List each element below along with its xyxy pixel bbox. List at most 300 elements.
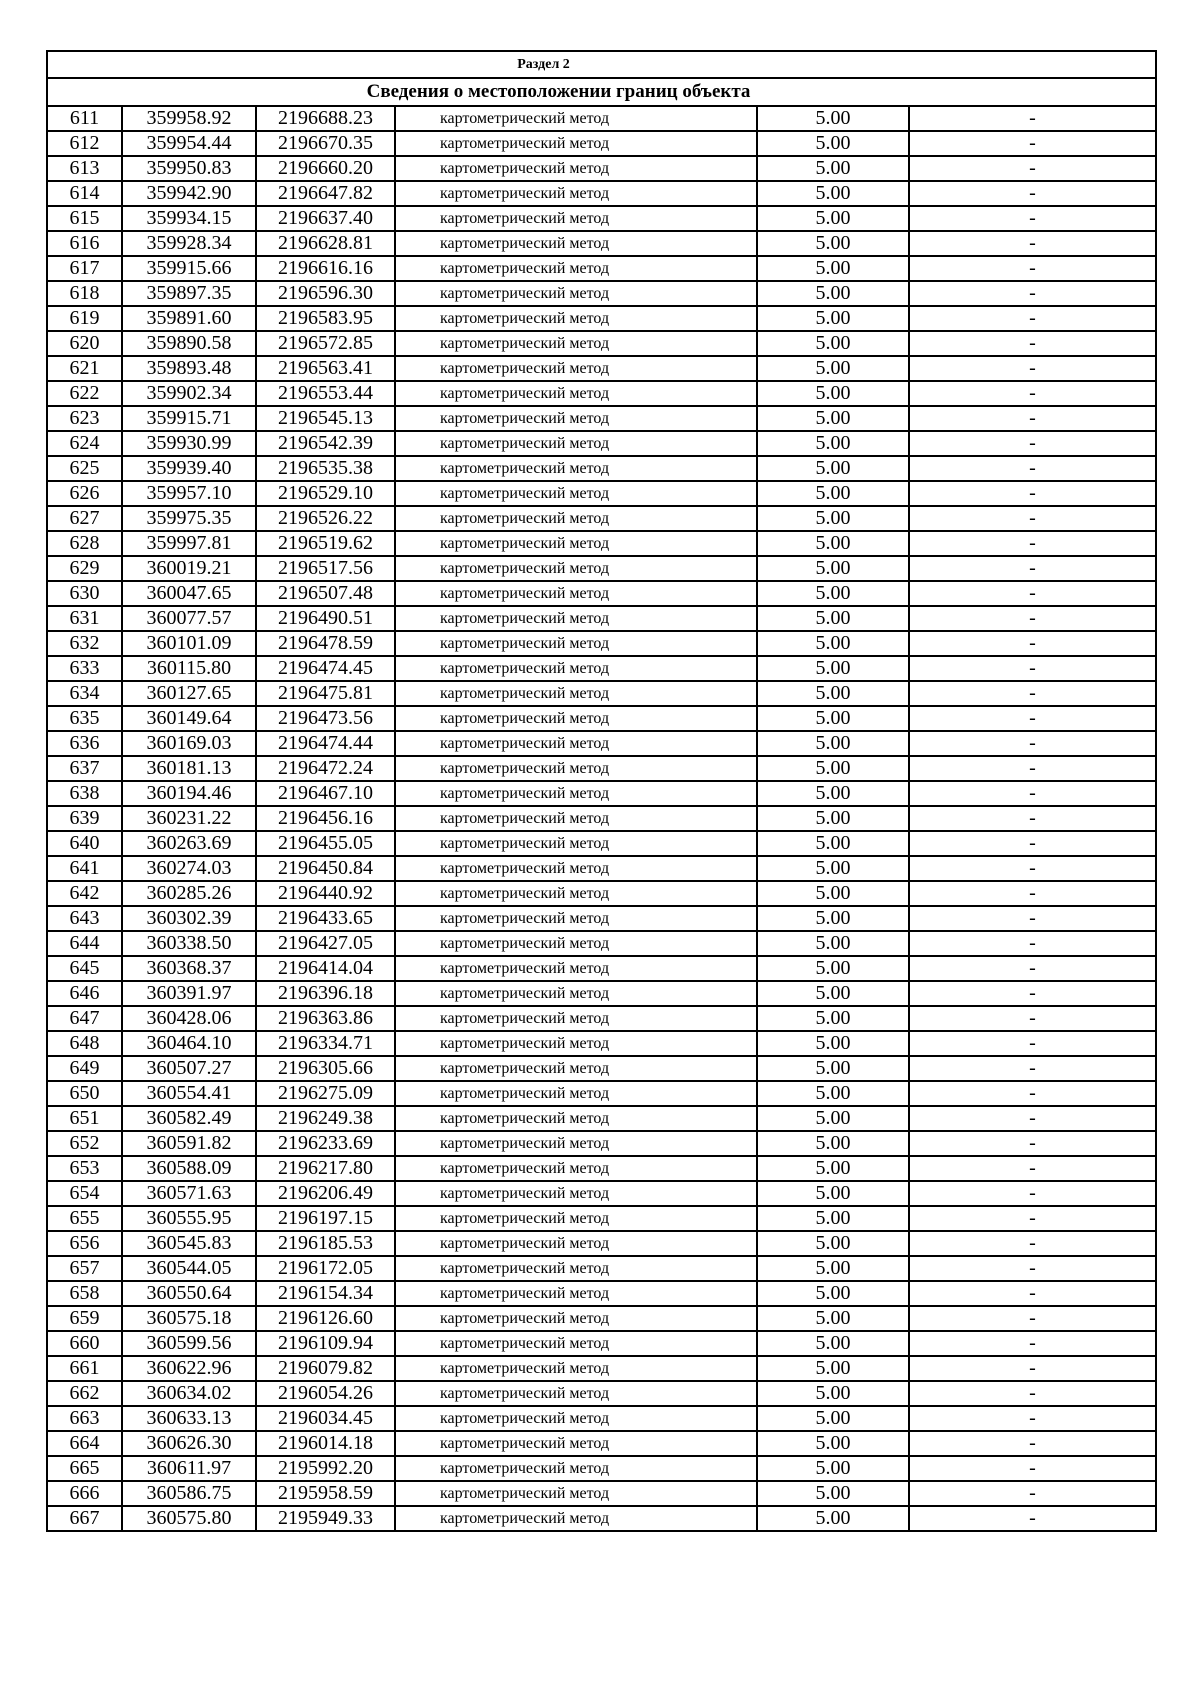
accuracy-cell: 5.00 [757, 1031, 909, 1056]
y-coordinate-cell: 2196507.48 [256, 581, 395, 606]
description-cell: - [909, 806, 1156, 831]
table-row [47, 481, 1156, 506]
method-cell: картометрический метод [395, 606, 757, 631]
accuracy-cell: 5.00 [757, 206, 909, 231]
x-coordinate-cell: 360169.03 [122, 731, 256, 756]
description-cell: - [909, 456, 1156, 481]
y-coordinate-cell: 2196647.82 [256, 181, 395, 206]
description-cell: - [909, 1456, 1156, 1481]
table-row [47, 781, 1156, 806]
accuracy-cell: 5.00 [757, 631, 909, 656]
x-coordinate-cell: 359897.35 [122, 281, 256, 306]
table-row [47, 181, 1156, 206]
x-coordinate-cell: 360115.80 [122, 656, 256, 681]
y-coordinate-cell: 2196334.71 [256, 1031, 395, 1056]
point-number-cell: 657 [47, 1256, 122, 1281]
x-coordinate-cell: 360101.09 [122, 631, 256, 656]
x-coordinate-cell: 359958.92 [122, 106, 256, 131]
method-cell: картометрический метод [395, 381, 757, 406]
x-coordinate-cell: 360633.13 [122, 1406, 256, 1431]
section-cell [47, 51, 1156, 78]
description-cell: - [909, 881, 1156, 906]
point-number-cell: 625 [47, 456, 122, 481]
method-cell: картометрический метод [395, 1031, 757, 1056]
table-row [47, 731, 1156, 756]
table-row [47, 606, 1156, 631]
title-row [47, 78, 1156, 106]
accuracy-cell: 5.00 [757, 1331, 909, 1356]
description-cell: - [909, 331, 1156, 356]
method-cell: картометрический метод [395, 556, 757, 581]
description-cell: - [909, 1056, 1156, 1081]
description-cell: - [909, 231, 1156, 256]
x-coordinate-cell: 360127.65 [122, 681, 256, 706]
point-number-cell: 661 [47, 1356, 122, 1381]
accuracy-cell: 5.00 [757, 106, 909, 131]
x-coordinate-cell: 359890.58 [122, 331, 256, 356]
method-cell: картометрический метод [395, 706, 757, 731]
table-row [47, 156, 1156, 181]
accuracy-cell: 5.00 [757, 1481, 909, 1506]
method-cell: картометрический метод [395, 1081, 757, 1106]
x-coordinate-cell: 360588.09 [122, 1156, 256, 1181]
table-row [47, 1006, 1156, 1031]
method-cell: картометрический метод [395, 1431, 757, 1456]
table-row [47, 1431, 1156, 1456]
accuracy-cell: 5.00 [757, 331, 909, 356]
description-cell: - [909, 856, 1156, 881]
method-cell: картометрический метод [395, 581, 757, 606]
description-cell: - [909, 981, 1156, 1006]
method-cell: картометрический метод [395, 1481, 757, 1506]
table-row [47, 1031, 1156, 1056]
y-coordinate-cell: 2196363.86 [256, 1006, 395, 1031]
x-coordinate-cell: 360181.13 [122, 756, 256, 781]
table-row [47, 581, 1156, 606]
description-cell: - [909, 1231, 1156, 1256]
point-number-cell: 642 [47, 881, 122, 906]
accuracy-cell: 5.00 [757, 931, 909, 956]
point-number-cell: 665 [47, 1456, 122, 1481]
table-row [47, 831, 1156, 856]
description-cell: - [909, 681, 1156, 706]
y-coordinate-cell: 2196275.09 [256, 1081, 395, 1106]
point-number-cell: 620 [47, 331, 122, 356]
point-number-cell: 654 [47, 1181, 122, 1206]
title-cell [47, 78, 1156, 106]
accuracy-cell: 5.00 [757, 1181, 909, 1206]
table-row [47, 1256, 1156, 1281]
y-coordinate-cell: 2196079.82 [256, 1356, 395, 1381]
y-coordinate-cell: 2196172.05 [256, 1256, 395, 1281]
boundary-coordinates-sheet [46, 50, 1155, 1532]
x-coordinate-cell: 360611.97 [122, 1456, 256, 1481]
accuracy-cell: 5.00 [757, 556, 909, 581]
y-coordinate-cell: 2196529.10 [256, 481, 395, 506]
method-cell: картометрический метод [395, 1381, 757, 1406]
description-cell: - [909, 281, 1156, 306]
point-number-cell: 624 [47, 431, 122, 456]
description-cell: - [909, 781, 1156, 806]
point-number-cell: 644 [47, 931, 122, 956]
method-cell: картометрический метод [395, 1006, 757, 1031]
description-cell: - [909, 1081, 1156, 1106]
point-number-cell: 627 [47, 506, 122, 531]
point-number-cell: 652 [47, 1131, 122, 1156]
accuracy-cell: 5.00 [757, 506, 909, 531]
method-cell: картометрический метод [395, 1231, 757, 1256]
accuracy-cell: 5.00 [757, 1056, 909, 1081]
method-cell: картометрический метод [395, 981, 757, 1006]
point-number-cell: 650 [47, 1081, 122, 1106]
method-cell: картометрический метод [395, 1506, 757, 1531]
point-number-cell: 658 [47, 1281, 122, 1306]
y-coordinate-cell: 2196545.13 [256, 406, 395, 431]
accuracy-cell: 5.00 [757, 656, 909, 681]
x-coordinate-cell: 360368.37 [122, 956, 256, 981]
method-cell: картометрический метод [395, 306, 757, 331]
table-row [47, 1481, 1156, 1506]
accuracy-cell: 5.00 [757, 356, 909, 381]
table-row [47, 1131, 1156, 1156]
point-number-cell: 612 [47, 131, 122, 156]
accuracy-cell: 5.00 [757, 831, 909, 856]
x-coordinate-cell: 360194.46 [122, 781, 256, 806]
accuracy-cell: 5.00 [757, 681, 909, 706]
x-coordinate-cell: 360149.64 [122, 706, 256, 731]
point-number-cell: 663 [47, 1406, 122, 1431]
table-row [47, 1331, 1156, 1356]
y-coordinate-cell: 2196233.69 [256, 1131, 395, 1156]
y-coordinate-cell: 2196206.49 [256, 1181, 395, 1206]
accuracy-cell: 5.00 [757, 156, 909, 181]
table-row [47, 806, 1156, 831]
description-cell: - [909, 1381, 1156, 1406]
x-coordinate-cell: 360464.10 [122, 1031, 256, 1056]
description-cell: - [909, 481, 1156, 506]
x-coordinate-cell: 359934.15 [122, 206, 256, 231]
table-row [47, 756, 1156, 781]
y-coordinate-cell: 2196305.66 [256, 1056, 395, 1081]
point-number-cell: 614 [47, 181, 122, 206]
point-number-cell: 660 [47, 1331, 122, 1356]
method-cell: картометрический метод [395, 281, 757, 306]
accuracy-cell: 5.00 [757, 1231, 909, 1256]
accuracy-cell: 5.00 [757, 531, 909, 556]
x-coordinate-cell: 359957.10 [122, 481, 256, 506]
x-coordinate-cell: 360302.39 [122, 906, 256, 931]
description-cell: - [909, 1031, 1156, 1056]
point-number-cell: 634 [47, 681, 122, 706]
accuracy-cell: 5.00 [757, 1406, 909, 1431]
y-coordinate-cell: 2196517.56 [256, 556, 395, 581]
y-coordinate-cell: 2196154.34 [256, 1281, 395, 1306]
accuracy-cell: 5.00 [757, 231, 909, 256]
table-row [47, 256, 1156, 281]
accuracy-cell: 5.00 [757, 1106, 909, 1131]
y-coordinate-cell: 2196572.85 [256, 331, 395, 356]
section-row [47, 51, 1156, 78]
y-coordinate-cell: 2196450.84 [256, 856, 395, 881]
method-cell: картометрический метод [395, 1256, 757, 1281]
y-coordinate-cell: 2196433.65 [256, 906, 395, 931]
point-number-cell: 667 [47, 1506, 122, 1531]
y-coordinate-cell: 2196473.56 [256, 706, 395, 731]
table-row [47, 931, 1156, 956]
accuracy-cell: 5.00 [757, 1456, 909, 1481]
method-cell: картометрический метод [395, 631, 757, 656]
x-coordinate-cell: 359902.34 [122, 381, 256, 406]
accuracy-cell: 5.00 [757, 181, 909, 206]
method-cell: картометрический метод [395, 106, 757, 131]
table-row [47, 406, 1156, 431]
x-coordinate-cell: 360263.69 [122, 831, 256, 856]
table-row [47, 981, 1156, 1006]
description-cell: - [909, 1106, 1156, 1131]
table-row [47, 656, 1156, 681]
x-coordinate-cell: 360019.21 [122, 556, 256, 581]
table-row [47, 1356, 1156, 1381]
description-cell: - [909, 206, 1156, 231]
accuracy-cell: 5.00 [757, 881, 909, 906]
method-cell: картометрический метод [395, 806, 757, 831]
description-cell: - [909, 656, 1156, 681]
accuracy-cell: 5.00 [757, 781, 909, 806]
accuracy-cell: 5.00 [757, 906, 909, 931]
method-cell: картометрический метод [395, 406, 757, 431]
description-cell: - [909, 906, 1156, 931]
table-row [47, 681, 1156, 706]
y-coordinate-cell: 2196688.23 [256, 106, 395, 131]
method-cell: картометрический метод [395, 881, 757, 906]
point-number-cell: 655 [47, 1206, 122, 1231]
accuracy-cell: 5.00 [757, 1281, 909, 1306]
table-row [47, 306, 1156, 331]
table-row [47, 431, 1156, 456]
description-cell: - [909, 1006, 1156, 1031]
y-coordinate-cell: 2196427.05 [256, 931, 395, 956]
point-number-cell: 611 [47, 106, 122, 131]
y-coordinate-cell: 2196660.20 [256, 156, 395, 181]
y-coordinate-cell: 2196474.44 [256, 731, 395, 756]
accuracy-cell: 5.00 [757, 306, 909, 331]
method-cell: картометрический метод [395, 781, 757, 806]
description-cell: - [909, 506, 1156, 531]
y-coordinate-cell: 2196440.92 [256, 881, 395, 906]
description-cell: - [909, 556, 1156, 581]
description-cell: - [909, 1131, 1156, 1156]
point-number-cell: 666 [47, 1481, 122, 1506]
y-coordinate-cell: 2196637.40 [256, 206, 395, 231]
point-number-cell: 653 [47, 1156, 122, 1181]
method-cell: картометрический метод [395, 1456, 757, 1481]
accuracy-cell: 5.00 [757, 1431, 909, 1456]
method-cell: картометрический метод [395, 481, 757, 506]
table-row [47, 231, 1156, 256]
x-coordinate-cell: 360555.95 [122, 1206, 256, 1231]
description-cell: - [909, 831, 1156, 856]
table-row [47, 856, 1156, 881]
description-cell: - [909, 131, 1156, 156]
table-row [47, 1106, 1156, 1131]
method-cell: картометрический метод [395, 756, 757, 781]
point-number-cell: 659 [47, 1306, 122, 1331]
x-coordinate-cell: 360599.56 [122, 1331, 256, 1356]
table-row [47, 1306, 1156, 1331]
table-row [47, 1406, 1156, 1431]
y-coordinate-cell: 2196616.16 [256, 256, 395, 281]
description-cell: - [909, 1206, 1156, 1231]
point-number-cell: 613 [47, 156, 122, 181]
point-number-cell: 656 [47, 1231, 122, 1256]
point-number-cell: 632 [47, 631, 122, 656]
method-cell: картометрический метод [395, 181, 757, 206]
method-cell: картометрический метод [395, 681, 757, 706]
y-coordinate-cell: 2195958.59 [256, 1481, 395, 1506]
description-cell: - [909, 256, 1156, 281]
method-cell: картометрический метод [395, 1331, 757, 1356]
description-cell: - [909, 306, 1156, 331]
table-row [47, 631, 1156, 656]
description-cell: - [909, 356, 1156, 381]
y-coordinate-cell: 2196475.81 [256, 681, 395, 706]
y-coordinate-cell: 2196467.10 [256, 781, 395, 806]
accuracy-cell: 5.00 [757, 131, 909, 156]
description-cell: - [909, 431, 1156, 456]
x-coordinate-cell: 360274.03 [122, 856, 256, 881]
y-coordinate-cell: 2196583.95 [256, 306, 395, 331]
y-coordinate-cell: 2196596.30 [256, 281, 395, 306]
method-cell: картометрический метод [395, 906, 757, 931]
boundary-coordinates-table [46, 50, 1157, 1532]
point-number-cell: 617 [47, 256, 122, 281]
accuracy-cell: 5.00 [757, 1306, 909, 1331]
method-cell: картометрический метод [395, 231, 757, 256]
y-coordinate-cell: 2196126.60 [256, 1306, 395, 1331]
x-coordinate-cell: 360586.75 [122, 1481, 256, 1506]
y-coordinate-cell: 2196563.41 [256, 356, 395, 381]
method-cell: картометрический метод [395, 356, 757, 381]
accuracy-cell: 5.00 [757, 756, 909, 781]
x-coordinate-cell: 360575.18 [122, 1306, 256, 1331]
section-label: Раздел 2 [517, 57, 570, 72]
table-row [47, 281, 1156, 306]
table-row [47, 1156, 1156, 1181]
description-cell: - [909, 1331, 1156, 1356]
x-coordinate-cell: 359930.99 [122, 431, 256, 456]
description-cell: - [909, 1181, 1156, 1206]
method-cell: картометрический метод [395, 931, 757, 956]
table-title: Сведения о местоположении границ объекта [366, 81, 751, 102]
point-number-cell: 651 [47, 1106, 122, 1131]
y-coordinate-cell: 2196396.18 [256, 981, 395, 1006]
method-cell: картометрический метод [395, 1156, 757, 1181]
table-row [47, 706, 1156, 731]
accuracy-cell: 5.00 [757, 256, 909, 281]
method-cell: картометрический метод [395, 1406, 757, 1431]
x-coordinate-cell: 359915.71 [122, 406, 256, 431]
x-coordinate-cell: 360591.82 [122, 1131, 256, 1156]
x-coordinate-cell: 360626.30 [122, 1431, 256, 1456]
method-cell: картометрический метод [395, 1131, 757, 1156]
accuracy-cell: 5.00 [757, 1206, 909, 1231]
point-number-cell: 631 [47, 606, 122, 631]
description-cell: - [909, 956, 1156, 981]
x-coordinate-cell: 359997.81 [122, 531, 256, 556]
table-row [47, 1456, 1156, 1481]
y-coordinate-cell: 2196109.94 [256, 1331, 395, 1356]
x-coordinate-cell: 360047.65 [122, 581, 256, 606]
table-row [47, 906, 1156, 931]
x-coordinate-cell: 360391.97 [122, 981, 256, 1006]
y-coordinate-cell: 2196490.51 [256, 606, 395, 631]
y-coordinate-cell: 2196472.24 [256, 756, 395, 781]
method-cell: картометрический метод [395, 506, 757, 531]
description-cell: - [909, 381, 1156, 406]
y-coordinate-cell: 2196217.80 [256, 1156, 395, 1181]
table-row [47, 456, 1156, 481]
method-cell: картометрический метод [395, 1281, 757, 1306]
description-cell: - [909, 1281, 1156, 1306]
point-number-cell: 615 [47, 206, 122, 231]
description-cell: - [909, 756, 1156, 781]
accuracy-cell: 5.00 [757, 606, 909, 631]
point-number-cell: 646 [47, 981, 122, 1006]
accuracy-cell: 5.00 [757, 1356, 909, 1381]
point-number-cell: 630 [47, 581, 122, 606]
accuracy-cell: 5.00 [757, 731, 909, 756]
description-cell: - [909, 181, 1156, 206]
accuracy-cell: 5.00 [757, 1131, 909, 1156]
point-number-cell: 616 [47, 231, 122, 256]
table-row [47, 1081, 1156, 1106]
y-coordinate-cell: 2196197.15 [256, 1206, 395, 1231]
x-coordinate-cell: 359928.34 [122, 231, 256, 256]
table-row [47, 1381, 1156, 1406]
table-row [47, 956, 1156, 981]
method-cell: картометрический метод [395, 131, 757, 156]
point-number-cell: 640 [47, 831, 122, 856]
point-number-cell: 649 [47, 1056, 122, 1081]
accuracy-cell: 5.00 [757, 1156, 909, 1181]
accuracy-cell: 5.00 [757, 481, 909, 506]
table-row [47, 881, 1156, 906]
table-row [47, 1231, 1156, 1256]
y-coordinate-cell: 2195949.33 [256, 1506, 395, 1531]
method-cell: картометрический метод [395, 1356, 757, 1381]
point-number-cell: 623 [47, 406, 122, 431]
accuracy-cell: 5.00 [757, 431, 909, 456]
accuracy-cell: 5.00 [757, 1381, 909, 1406]
y-coordinate-cell: 2196670.35 [256, 131, 395, 156]
point-number-cell: 628 [47, 531, 122, 556]
accuracy-cell: 5.00 [757, 1506, 909, 1531]
accuracy-cell: 5.00 [757, 456, 909, 481]
y-coordinate-cell: 2196519.62 [256, 531, 395, 556]
description-cell: - [909, 1406, 1156, 1431]
y-coordinate-cell: 2196185.53 [256, 1231, 395, 1256]
description-cell: - [909, 406, 1156, 431]
x-coordinate-cell: 360544.05 [122, 1256, 256, 1281]
point-number-cell: 636 [47, 731, 122, 756]
table-row [47, 1181, 1156, 1206]
accuracy-cell: 5.00 [757, 406, 909, 431]
table-row [47, 506, 1156, 531]
x-coordinate-cell: 359954.44 [122, 131, 256, 156]
description-cell: - [909, 156, 1156, 181]
y-coordinate-cell: 2196054.26 [256, 1381, 395, 1406]
description-cell: - [909, 1306, 1156, 1331]
